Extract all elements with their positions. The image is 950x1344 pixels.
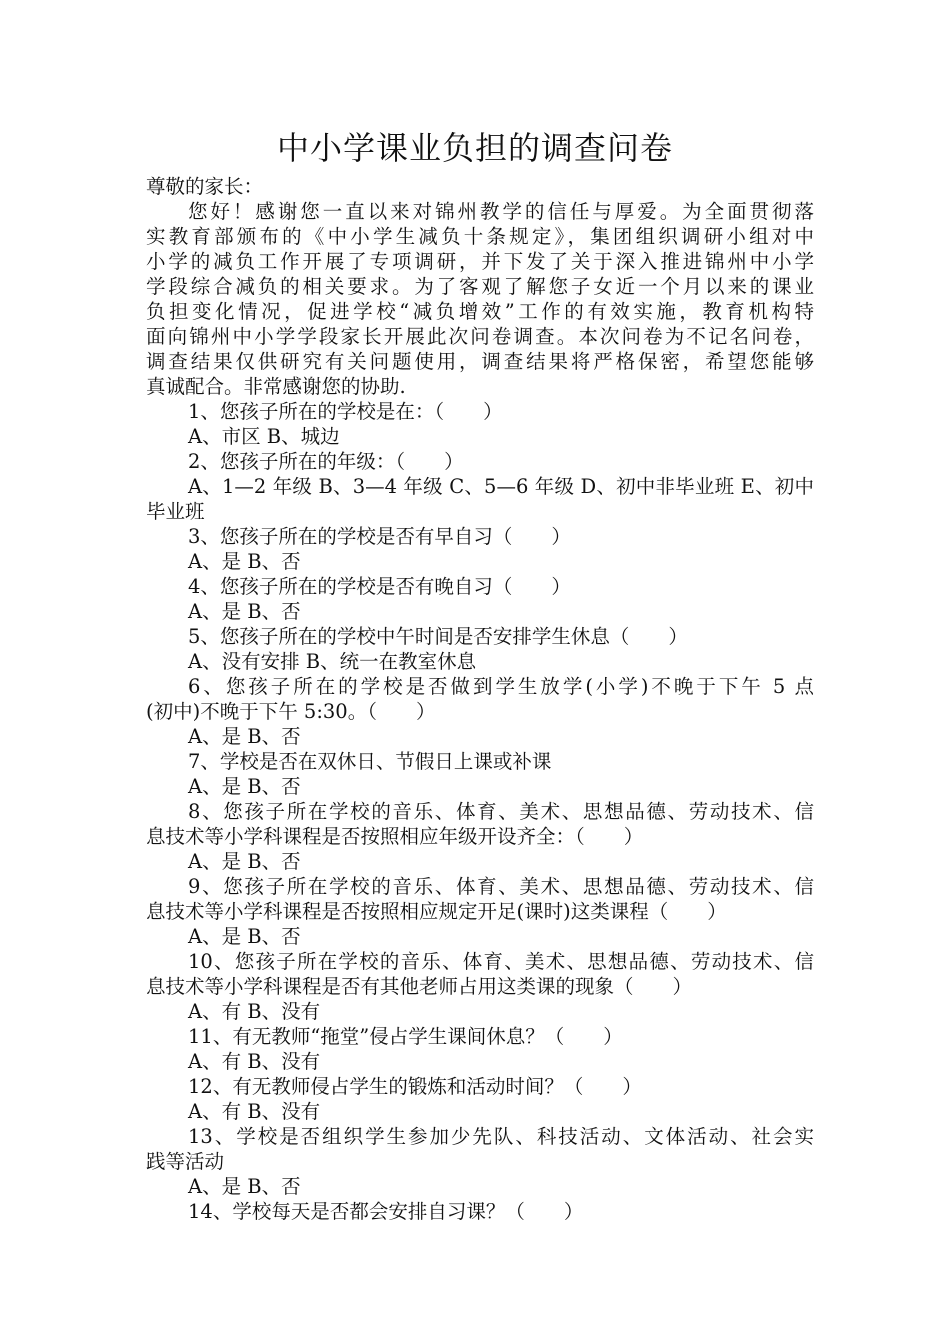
question-9: 9、您孩子所在学校的音乐、体育、美术、思想品德、劳动技术、信 — [188, 875, 814, 898]
intro-line: 学段综合减负的相关要求。为了客观了解您子女近一个月以来的课业 — [146, 275, 814, 298]
question-7-options: A、是 B、否 — [188, 775, 301, 798]
question-10-cont: 息技术等小学科课程是否有其他老师占用这类课的现象（ ） — [146, 975, 693, 998]
question-2: 2、您孩子所在的年级：（ ） — [188, 450, 464, 473]
question-7: 7、学校是否在双休日、节假日上课或补课 — [188, 750, 552, 773]
document-title: 中小学课业负担的调查问卷 — [276, 129, 673, 167]
intro-line: 负担变化情况，促进学校“减负增效”工作的有效实施，教育机构特 — [146, 300, 814, 323]
question-12: 12、有无教师侵占学生的锻炼和活动时间？（ ） — [188, 1075, 642, 1098]
intro-line: 小学的减负工作开展了专项调研，并下发了关于深入推进锦州中小学 — [146, 250, 814, 273]
question-2-options: A、1—2 年级 B、3—4 年级 C、5—6 年级 D、初中非毕业班 E、初中 — [188, 475, 814, 498]
question-12-options: A、有 B、没有 — [188, 1100, 321, 1123]
question-6: 6、您孩子所在的学校是否做到学生放学(小学)不晚于下午 5 点 — [188, 675, 814, 698]
question-13-options: A、是 B、否 — [188, 1175, 301, 1198]
question-13: 13、学校是否组织学生参加少先队、科技活动、文体活动、社会实 — [188, 1125, 814, 1148]
question-4-options: A、是 B、否 — [188, 600, 301, 623]
question-4: 4、您孩子所在的学校是否有晚自习（ ） — [188, 575, 571, 598]
question-9-cont: 息技术等小学科课程是否按照相应规定开足(课时)这类课程（ ） — [146, 900, 727, 923]
intro-paragraph — [146, 199, 814, 399]
question-8-options: A、是 B、否 — [188, 850, 301, 873]
question-9-options: A、是 B、否 — [188, 925, 301, 948]
question-13-cont: 践等活动 — [146, 1150, 225, 1173]
intro-line: 实教育部颁布的《中小学生减负十条规定》，集团组织调研小组对中 — [146, 225, 814, 248]
question-11: 11、有无教师“拖堂”侵占学生课间休息？（ ） — [188, 1025, 623, 1048]
question-8: 8、您孩子所在学校的音乐、体育、美术、思想品德、劳动技术、信 — [188, 800, 814, 823]
salutation: 尊敬的家长： — [146, 175, 264, 198]
intro-line: 真诚配合。非常感谢您的协助. — [146, 375, 406, 398]
question-3: 3、您孩子所在的学校是否有早自习（ ） — [188, 525, 571, 548]
intro-line: 面向锦州中小学学段家长开展此次问卷调查。本次问卷为不记名问卷， — [146, 325, 814, 348]
question-10: 10、您孩子所在学校的音乐、体育、美术、思想品德、劳动技术、信 — [188, 950, 814, 973]
question-6-cont: (初中)不晚于下午 5:30。（ ） — [146, 700, 436, 723]
question-11-options: A、有 B、没有 — [188, 1050, 321, 1073]
question-5-options: A、没有安排 B、统一在教室休息 — [188, 650, 477, 673]
question-1-options: A、市区 B、城边 — [188, 425, 340, 448]
question-2-options-cont: 毕业班 — [146, 500, 205, 523]
question-8-cont: 息技术等小学科课程是否按照相应年级开设齐全：（ ） — [146, 825, 644, 848]
document-body — [146, 174, 814, 1224]
question-6-options: A、是 B、否 — [188, 725, 301, 748]
question-3-options: A、是 B、否 — [188, 550, 301, 573]
question-1: 1、您孩子所在的学校是在：（ ） — [188, 400, 503, 423]
question-10-options: A、有 B、没有 — [188, 1000, 321, 1023]
question-5: 5、您孩子所在的学校中午时间是否安排学生休息（ ） — [188, 625, 688, 648]
intro-line: 调查结果仅供研究有关问题使用，调查结果将严格保密，希望您能够 — [146, 350, 814, 373]
intro-line: 您好！感谢您一直以来对锦州教学的信任与厚爱。为全面贯彻落 — [188, 200, 814, 223]
question-14: 14、学校每天是否都会安排自习课？（ ） — [188, 1200, 584, 1223]
